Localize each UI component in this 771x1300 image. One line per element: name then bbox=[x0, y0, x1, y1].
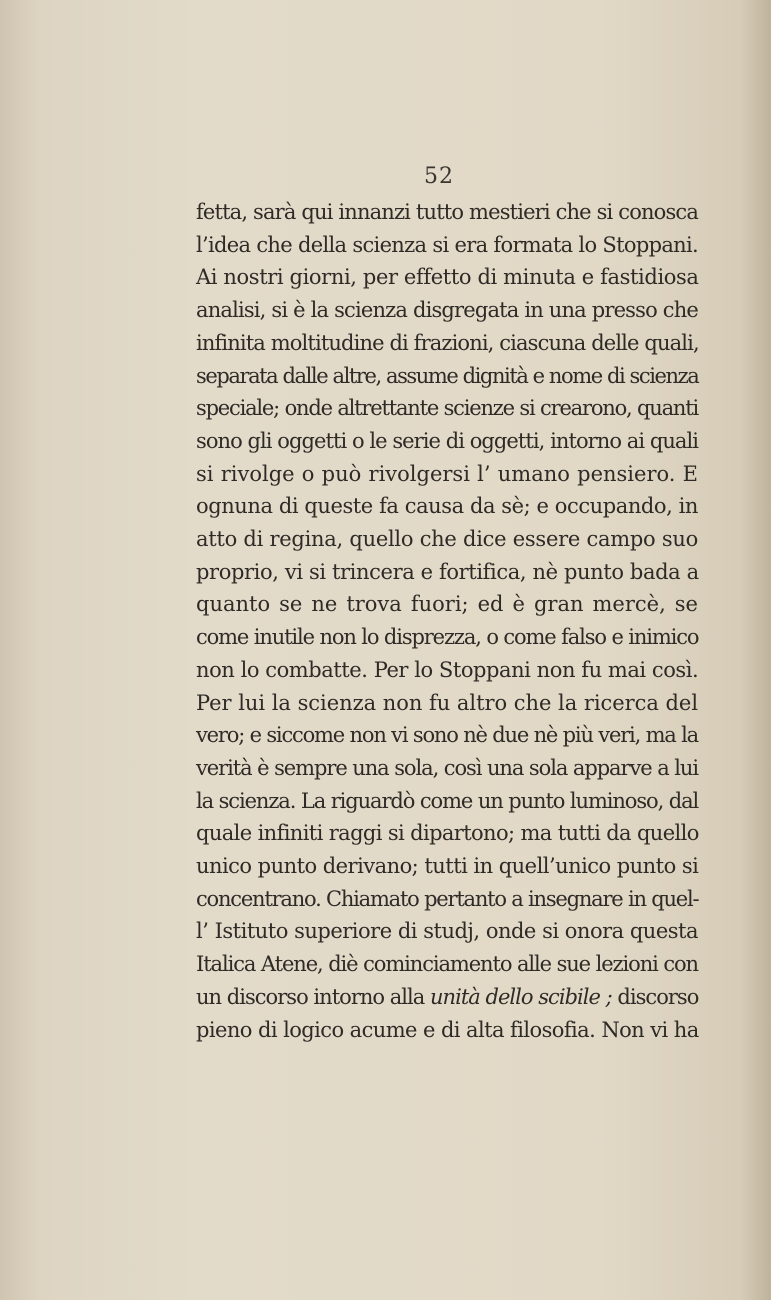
text-segment: discorso bbox=[611, 984, 699, 1009]
italic-title: unità dello scibile ; bbox=[430, 984, 612, 1009]
text-line: quanto se ne trova fuori; ed è gran mercè, se bbox=[196, 592, 698, 617]
text-line: quale infiniti raggi si dipartono; ma tutti da quello bbox=[196, 821, 699, 846]
text-line: vero; e siccome non vi sono nè due nè più veri, ma la bbox=[196, 723, 698, 748]
text-line: speciale; onde altrettante scienze si crearono, quanti bbox=[196, 396, 698, 421]
text-line: verità è sempre una sola, così una sola apparve a lui bbox=[196, 755, 698, 780]
text-line: unico punto derivano; tutti in quell’unico punto si bbox=[196, 854, 699, 879]
text-line: Ai nostri giorni, per effetto di minuta e fastidiosa bbox=[196, 265, 699, 290]
text-line: l’ Istituto superiore di studj, onde si onora questa bbox=[196, 919, 698, 944]
text-segment: un discorso intorno alla bbox=[196, 984, 431, 1009]
text-line: separata dalle altre, assume dignità e nome di scienza bbox=[196, 363, 699, 388]
text-line: si rivolge o può rivolgersi l’ umano pensiero. E bbox=[196, 461, 698, 486]
text-line: concentrano. Chiamato pertanto a insegnare in quel- bbox=[196, 886, 699, 911]
text-line: infinita moltitudine di frazioni, ciascuna delle quali, bbox=[196, 330, 699, 355]
text-line: la scienza. La riguardò come un punto luminoso, dal bbox=[196, 788, 699, 813]
text-line: atto di regina, quello che dice essere campo suo bbox=[196, 527, 698, 552]
text-line: l’idea che della scienza si era formata lo Stoppani. bbox=[196, 232, 698, 257]
text-line: Per lui la scienza non fu altro che la ricerca del bbox=[196, 690, 698, 715]
text-line: proprio, vi si trincera e fortifica, nè punto bada a bbox=[196, 559, 699, 584]
text-line: fetta, sarà qui innanzi tutto mestieri che si conosca bbox=[196, 200, 698, 224]
text-line: ognuna di queste fa causa da sè; e occupando, in bbox=[196, 494, 698, 519]
text-line: come inutile non lo disprezza, o come falso e inimico bbox=[196, 625, 699, 650]
text-line: analisi, si è la scienza disgregata in una presso che bbox=[196, 298, 698, 323]
text-line: pieno di logico acume e di alta filosofia. Non vi ha bbox=[196, 1017, 699, 1042]
text-line: Italica Atene, diè cominciamento alle sue lezioni con bbox=[196, 952, 698, 977]
text-line: sono gli oggetti o le serie di oggetti, intorno ai quali bbox=[196, 428, 699, 453]
text-line-with-italic bbox=[196, 981, 698, 1014]
page-number: 52 bbox=[424, 164, 454, 189]
text-line: non lo combatte. Per lo Stoppani non fu mai così. bbox=[196, 657, 699, 682]
body-text bbox=[196, 196, 698, 1046]
